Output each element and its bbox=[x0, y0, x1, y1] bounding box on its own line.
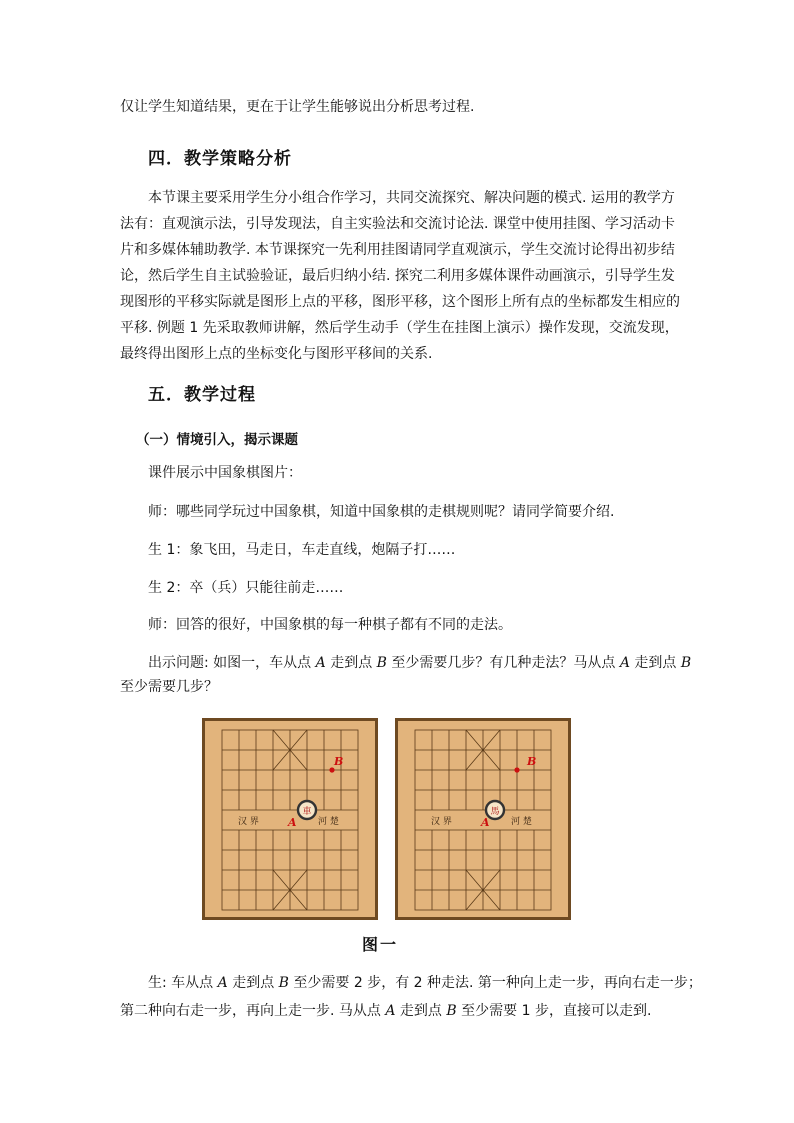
point-b-marker bbox=[329, 767, 334, 772]
svg-text:B: B bbox=[334, 755, 344, 768]
dialogue-line: 师：回答的很好，中国象棋的每一种棋子都有不同的走法。 bbox=[148, 617, 512, 633]
answer-line: 第二种向右走一步，再向上走一步. 马从点 A 走到点 B 至少需要 1 步，直接可以走到. bbox=[120, 1003, 652, 1019]
chessboard-left bbox=[202, 718, 378, 920]
svg-text:河 楚: 河 楚 bbox=[318, 817, 339, 827]
question-line: 出示问题: 如图一，车从点 A 走到点 B 至少需要几步？有几种走法？马从点 A 走到点 B bbox=[148, 655, 692, 671]
section-heading-5: 五．教学过程 bbox=[148, 385, 256, 405]
answer-line: 生: 车从点 A 走到点 B 至少需要 2 步，有 2 种走法. 第一种向上走一步，再向右走一步； bbox=[148, 975, 702, 991]
svg-text:車: 車 bbox=[302, 807, 312, 817]
svg-text:河 楚: 河 楚 bbox=[511, 817, 532, 827]
dialogue-line: 课件展示中国象棋图片： bbox=[148, 465, 302, 481]
dialogue-line: 生 2：卒（兵）只能往前走…… bbox=[148, 580, 344, 596]
dialogue-line: 生 1：象飞田，马走日，车走直线，炮隔子打…… bbox=[148, 542, 456, 558]
chessboard-right bbox=[395, 718, 571, 920]
svg-text:馬: 馬 bbox=[490, 807, 500, 817]
svg-text:汉 界: 汉 界 bbox=[238, 817, 259, 827]
dialogue-line: 师：哪些同学玩过中国象棋，知道中国象棋的走棋规则呢？请同学简要介绍. bbox=[148, 504, 615, 520]
section-heading-4: 四．教学策略分析 bbox=[148, 149, 292, 169]
subsection-heading: （一）情境引入，揭示课题 bbox=[136, 432, 298, 448]
question-line: 至少需要几步？ bbox=[120, 679, 218, 695]
svg-text:A: A bbox=[481, 816, 490, 829]
svg-text:A: A bbox=[288, 816, 297, 829]
figure-caption: 图一 bbox=[362, 935, 399, 954]
point-b-marker bbox=[514, 767, 519, 772]
svg-text:B: B bbox=[527, 755, 537, 768]
svg-text:汉 界: 汉 界 bbox=[431, 817, 452, 827]
line-continuation: 仅让学生知道结果，更在于让学生能够说出分析思考过程. bbox=[120, 99, 475, 115]
